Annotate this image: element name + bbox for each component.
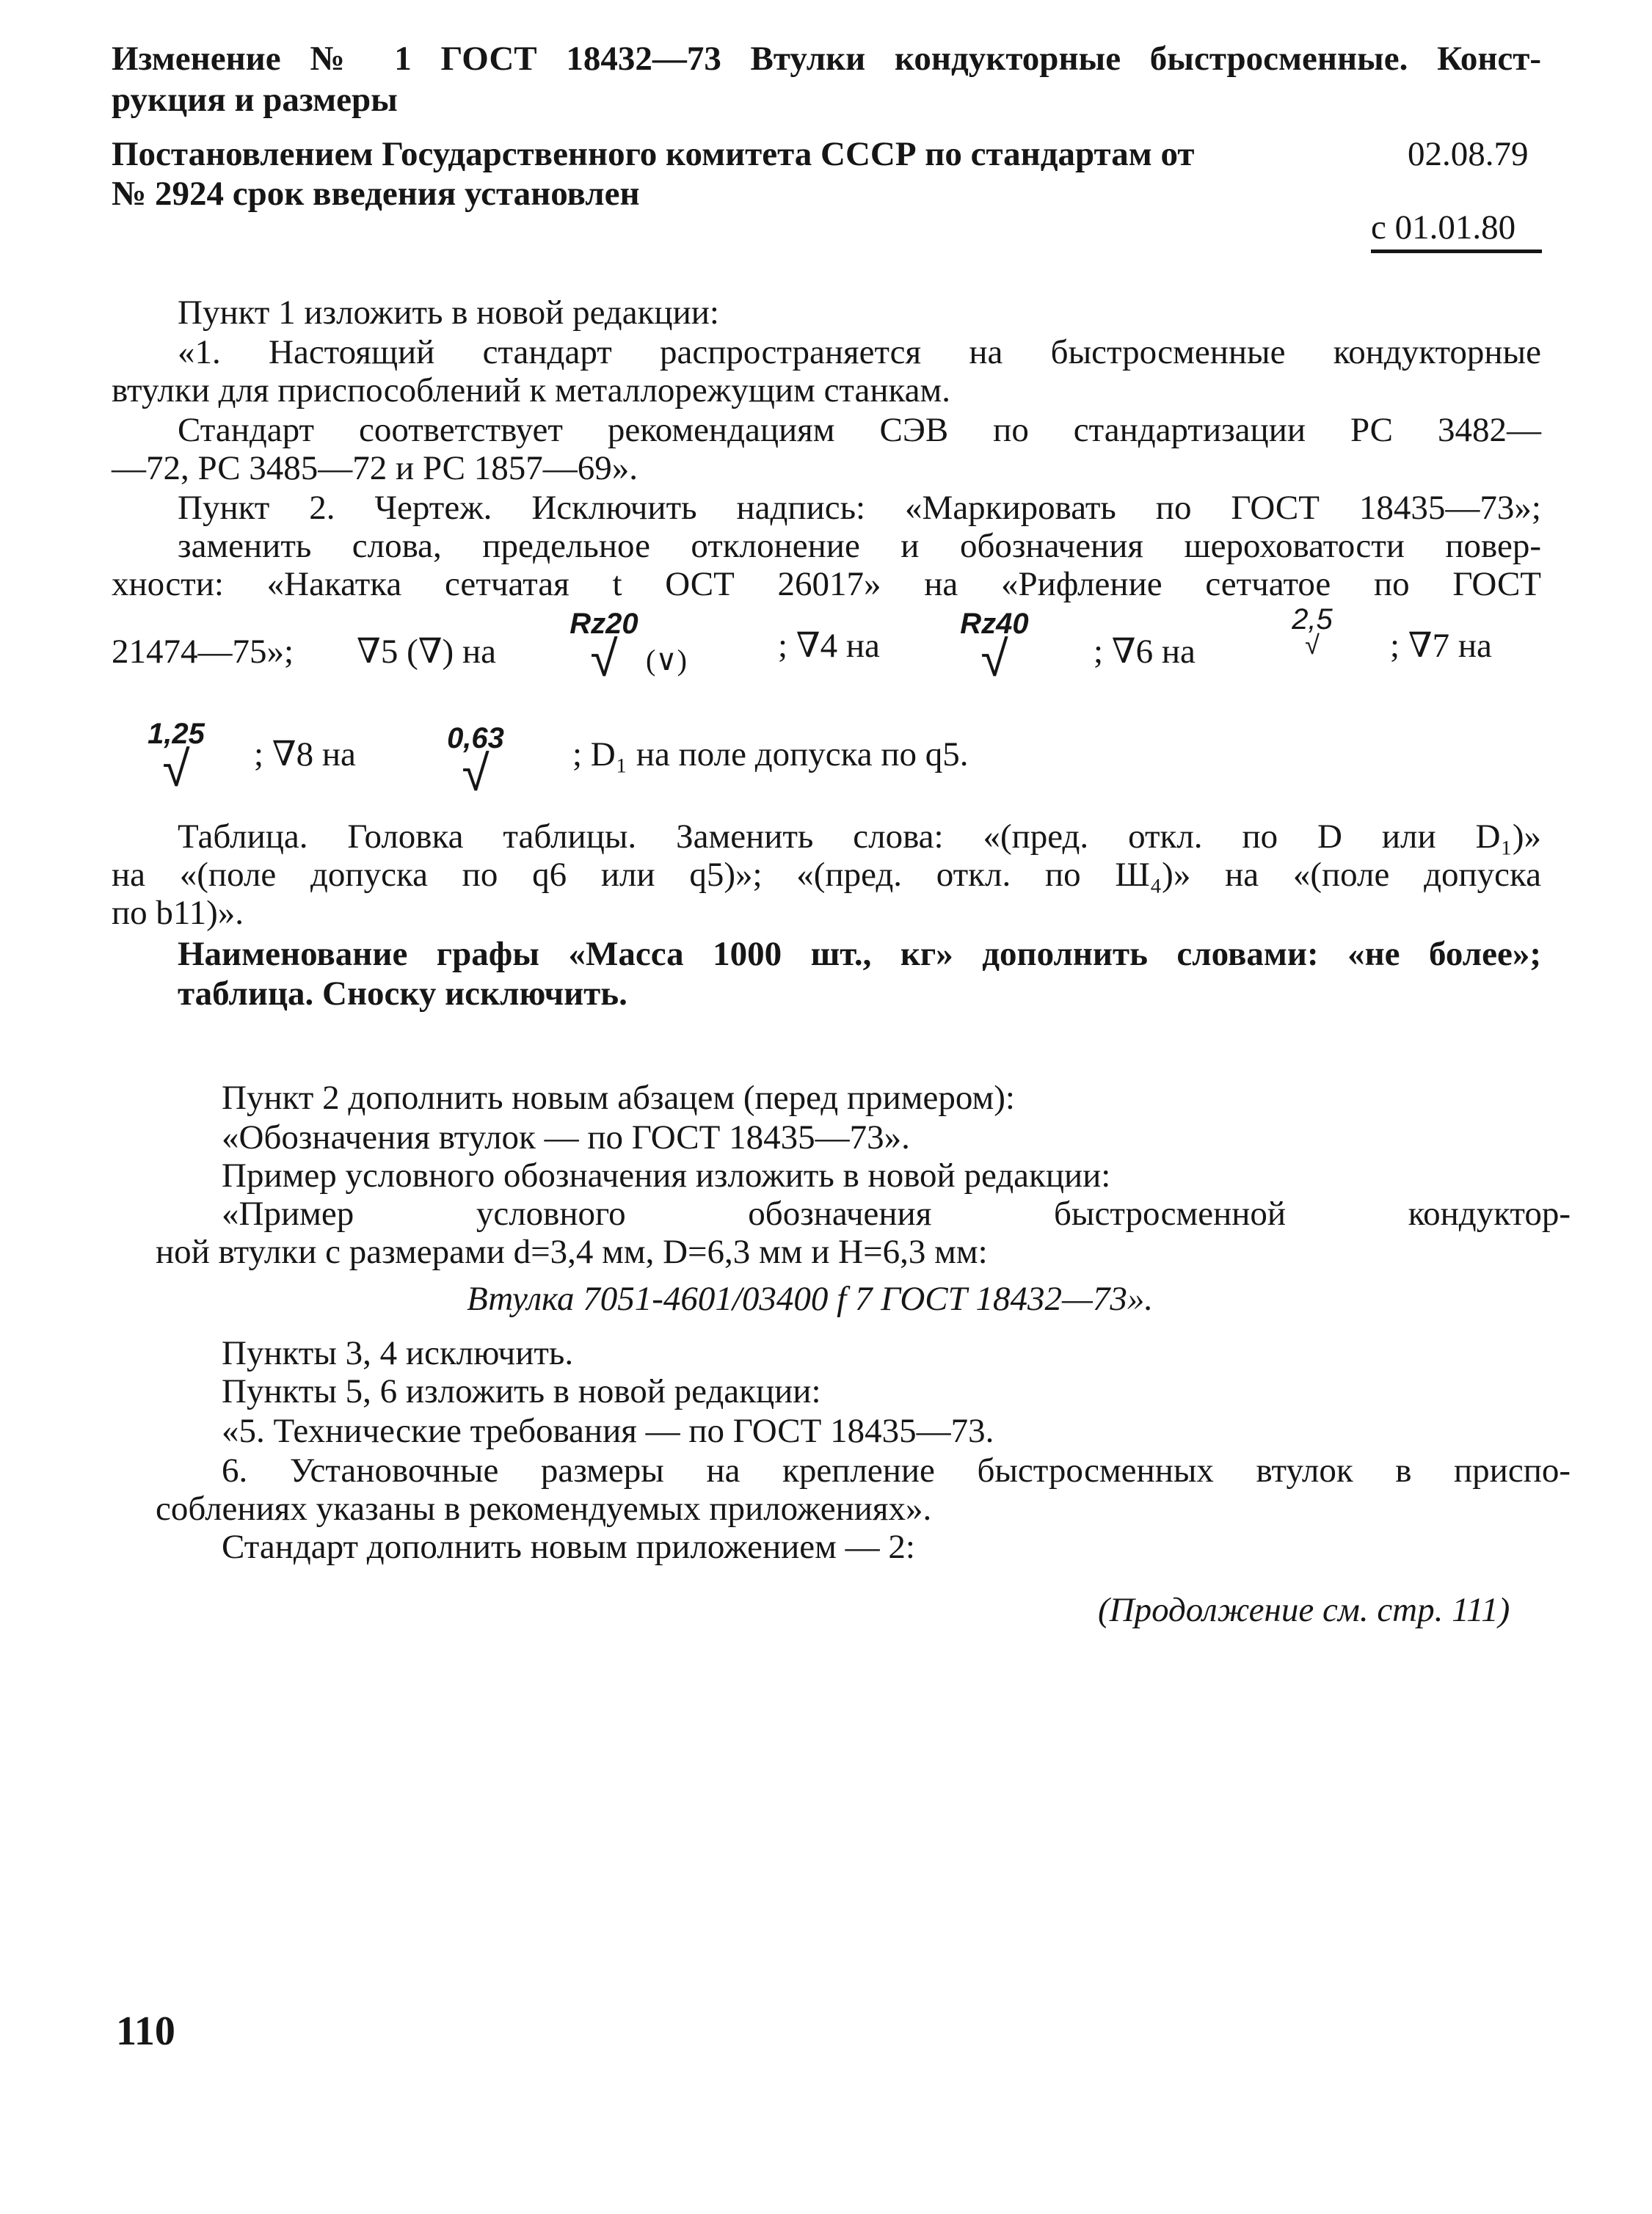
table-change-text: на «(поле допуска по q6 или q5)»; «(пред. откл. по Ш₄)» на «(поле допуска: [112, 856, 1542, 894]
item1-heading: Пункт 1 изложить в новой редакции:: [178, 294, 719, 332]
table-change-text: Наименование графы «Масса 1000 шт., кг» дополнить словами: «не более»;: [178, 935, 1541, 973]
item2-addition-text: Пункт 2 дополнить новым абзацем (перед примером):: [222, 1079, 1015, 1117]
roughness-0-63-symbol: [439, 722, 512, 801]
items3-6-text: 6. Установочные размеры на крепление быстросменных втулок в приспо-: [222, 1452, 1571, 1490]
roughness-label: Rz20: [570, 608, 638, 640]
item2-text: ; ∇7 на: [1390, 627, 1492, 665]
check-icon: √: [980, 631, 1008, 687]
item2-text: 21474—75»;: [112, 633, 294, 671]
effective-date: с 01.01.80: [1371, 208, 1516, 247]
roughness-rz20-symbol: [564, 608, 644, 687]
resolution-text: Постановлением Государственного комитета СССР по стандартам от: [112, 135, 1195, 173]
items3-6-text: «5. Технические требования — по ГОСТ 18435—73.: [222, 1412, 994, 1450]
table-change-text: таблица. Сноску исключить.: [178, 975, 627, 1013]
roughness-label: 0,63: [447, 722, 504, 754]
roughness-label: 2,5: [1292, 603, 1333, 636]
item2-text: ; ∇6 на: [1094, 633, 1196, 671]
check-icon: √: [462, 746, 490, 801]
change-title-continued: рукция и размеры: [112, 81, 398, 119]
item2-addition-text: «Обозначения втулок — по ГОСТ 18435—73».: [222, 1118, 910, 1157]
item2-text: заменить слова, предельное отклонение и обозначения шероховатости повер-: [178, 527, 1541, 565]
check-icon: √: [590, 631, 618, 687]
roughness-label: Rz40: [960, 608, 1029, 640]
item1-text: «1. Настоящий стандарт распространяется на быстросменные кондукторные: [178, 333, 1541, 371]
item2-addition-text: «Пример условного обозначения быстросменной кондуктор-: [222, 1195, 1571, 1233]
item2-text: ; ∇4 на: [778, 627, 880, 665]
roughness-label: 1,25: [148, 718, 205, 750]
roughness-rz40-symbol: [954, 608, 1035, 687]
check-icon: √: [162, 741, 190, 797]
effective-date-underline: [1371, 250, 1542, 253]
roughness-2-5-symbol: [1276, 603, 1349, 660]
items3-6-text: Пункты 3, 4 исключить.: [222, 1334, 574, 1372]
item2-text: Пункт 2. Чертеж. Исключить надпись: «Маркировать по ГОСТ 18435—73»;: [178, 489, 1541, 527]
item2-addition-text: ной втулки с размерами d=3,4 мм, D=6,3 мм и H=6,3 мм:: [156, 1233, 988, 1271]
table-change-text: Таблица. Головка таблицы. Заменить слова: «(пред. откл. по D или D₁)»: [178, 817, 1541, 856]
check-icon: √: [1305, 630, 1320, 660]
items3-6-text: Пункты 5, 6 изложить в новой редакции:: [222, 1372, 821, 1410]
continuation-note: (Продолжение см. стр. 111): [1098, 1591, 1510, 1629]
resolution-date: 02.08.79: [1408, 135, 1529, 173]
item1-text: Стандарт соответствует рекомендациям СЭВ по стандартизации РС 3482—: [178, 411, 1541, 449]
item2-addition-text: Пример условного обозначения изложить в новой редакции:: [222, 1157, 1111, 1195]
page-number: 110: [116, 2009, 175, 2054]
resolution-number: № 2924 срок введения установлен: [112, 175, 640, 213]
roughness-1-25-symbol: [139, 718, 213, 797]
item2-text: ; ∇8 на: [254, 735, 356, 773]
item2-text: ; D₁ на поле допуска по q5.: [572, 735, 969, 773]
item1-text: —72, РС 3485—72 и РС 1857—69».: [112, 449, 638, 487]
item2-text: хности: «Накатка сетчатая t ОСТ 26017» на «Рифление сетчатое по ГОСТ: [112, 565, 1541, 603]
item2-text: ∇5 (∇) на: [357, 633, 496, 671]
item1-text: втулки для приспособлений к металлорежущим станкам.: [112, 371, 951, 409]
designation-example: Втулка 7051-4601/03400 f 7 ГОСТ 18432—73».: [467, 1280, 1154, 1318]
roughness-paren: (∨): [646, 644, 687, 677]
table-change-text: по b11)».: [112, 894, 244, 932]
items3-6-text: соблениях указаны в рекомендуемых приложениях».: [156, 1490, 932, 1528]
items3-6-text: Стандарт дополнить новым приложением — 2:: [222, 1528, 915, 1566]
change-title: Изменение № 1 ГОСТ 18432—73 Втулки кондукторные быстросменные. Конст-: [112, 40, 1541, 78]
